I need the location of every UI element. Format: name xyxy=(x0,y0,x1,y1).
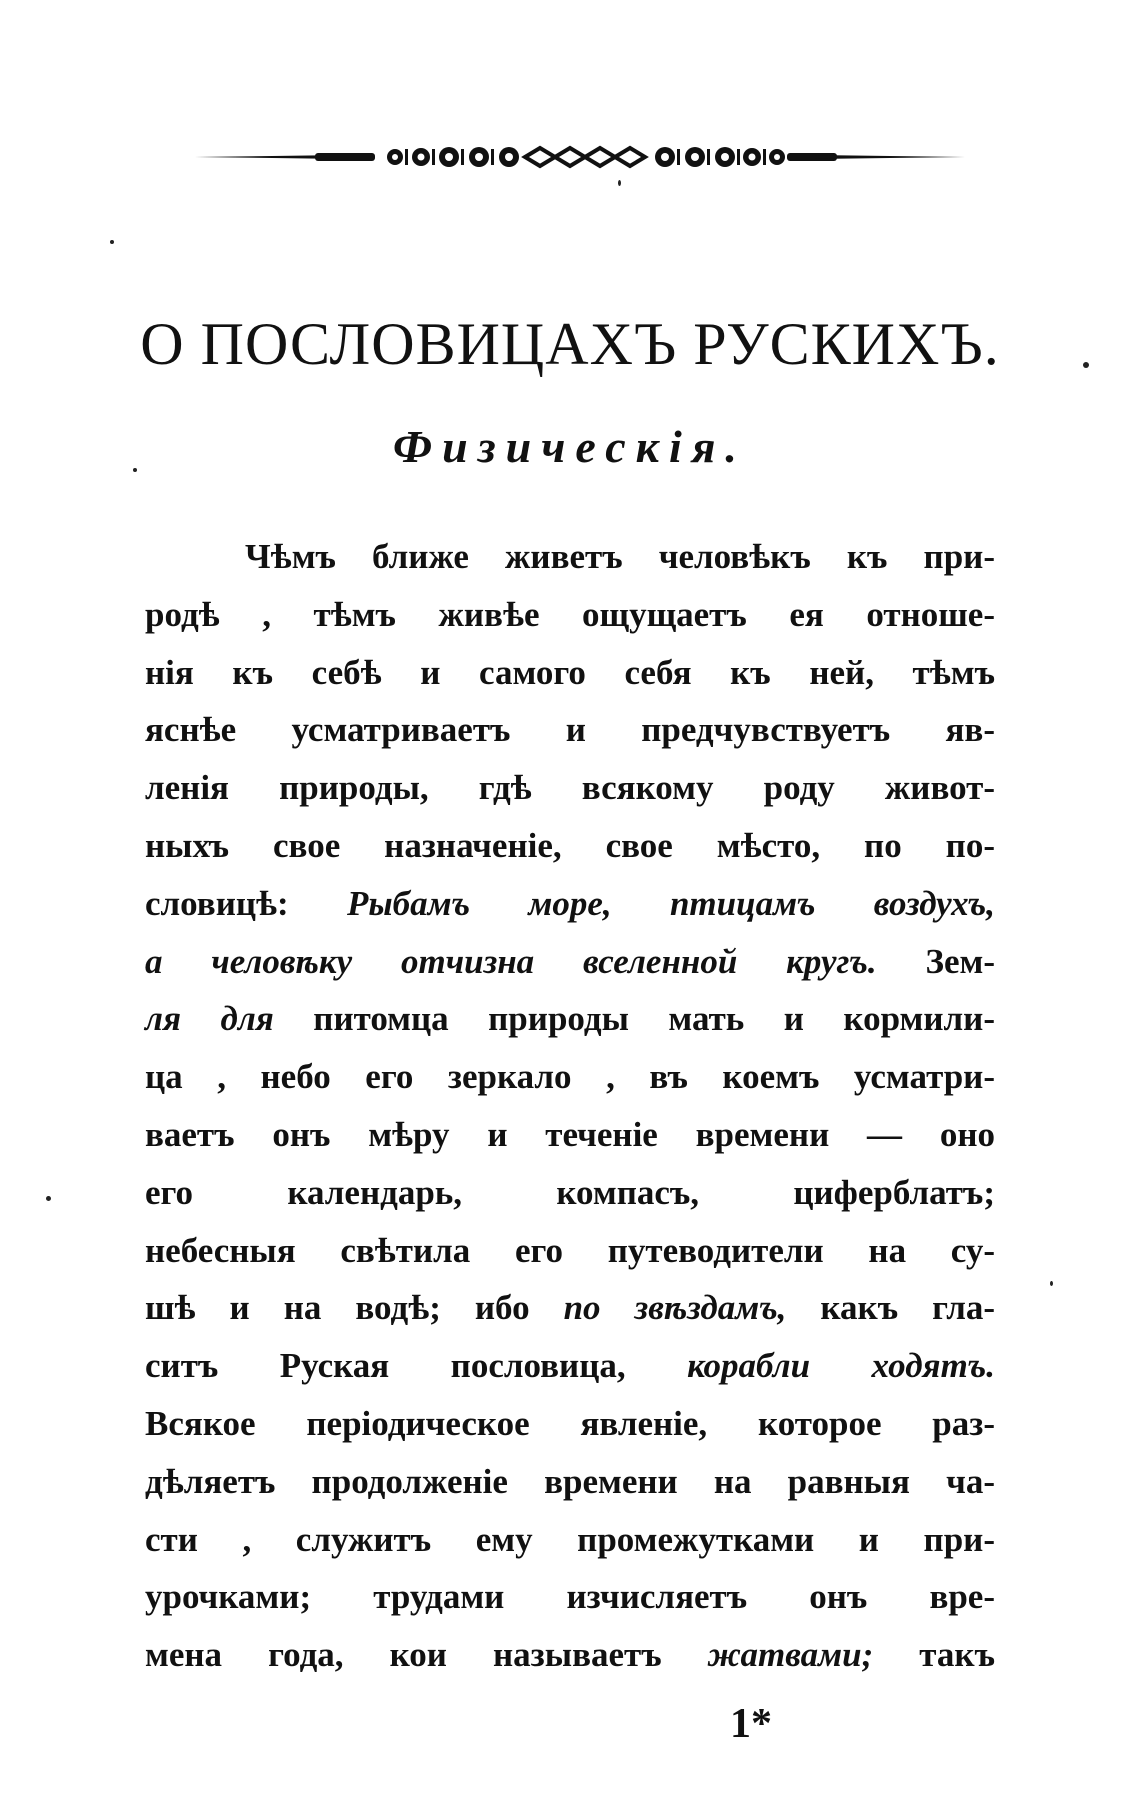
scan-speck xyxy=(618,180,621,186)
text-line: ныхъ свое назначеніе, свое мѣсто, по по- xyxy=(145,825,995,865)
text-line: а человѣку отчизна вселенной кругъ. Зем- xyxy=(145,941,995,981)
text-line: Всякое періодическое явленіе, которое раз- xyxy=(145,1403,995,1443)
page-number: 1* xyxy=(730,1701,772,1747)
text-line: ситъ Руская пословица, корабли ходятъ. xyxy=(145,1346,995,1386)
text-line: дѣляетъ продолженіе времени на равныя ча- xyxy=(145,1461,995,1501)
section-subtitle: Физическія. xyxy=(393,421,747,472)
text-line: ца , небо его зеркало , въ коемъ усматри- xyxy=(145,1057,995,1097)
text-line: родѣ , тѣмъ живѣе ощущаетъ ея отноше- xyxy=(145,594,995,634)
text-line: мена года, кои называетъ жатвами; такъ xyxy=(145,1635,995,1675)
text-line: небесныя свѣтила его путеводители на су- xyxy=(145,1230,995,1270)
scan-speck xyxy=(110,240,114,244)
text-line: словицѣ: Рыбамъ море, птицамъ воздухъ, xyxy=(145,883,995,923)
text-line: его календарь, компасъ, циферблатъ; xyxy=(145,1172,995,1212)
page-title: О ПОСЛОВИЦАХЪ РУСКИХЪ. xyxy=(140,311,1000,377)
scan-speck xyxy=(1050,1281,1053,1286)
text-line: шѣ и на водѣ; ибо по звѣздамъ, какъ гла- xyxy=(145,1288,996,1328)
scan-speck xyxy=(1083,362,1089,368)
decorative-rule-ornament-icon xyxy=(195,140,965,174)
text-line: урочками; трудами изчисляетъ онъ вре- xyxy=(145,1577,995,1617)
text-line: ленія природы, гдѣ всякому роду живот- xyxy=(145,768,995,808)
scan-speck xyxy=(46,1196,51,1201)
text-line: ваетъ онъ мѣру и теченіе времени — оно xyxy=(145,1114,995,1154)
text-line: Чѣмъ ближе живетъ человѣкъ къ при- xyxy=(245,537,995,576)
body-text xyxy=(145,528,995,1684)
text-line: нія къ себѣ и самого себя къ ней, тѣмъ xyxy=(145,652,995,692)
text-line: яснѣе усматриваетъ и предчувствуетъ яв- xyxy=(145,710,995,750)
text-line: сти , служитъ ему промежутками и при- xyxy=(145,1519,995,1559)
scan-speck xyxy=(133,468,137,472)
text-line: ля для питомца природы мать и кормили- xyxy=(145,999,995,1039)
